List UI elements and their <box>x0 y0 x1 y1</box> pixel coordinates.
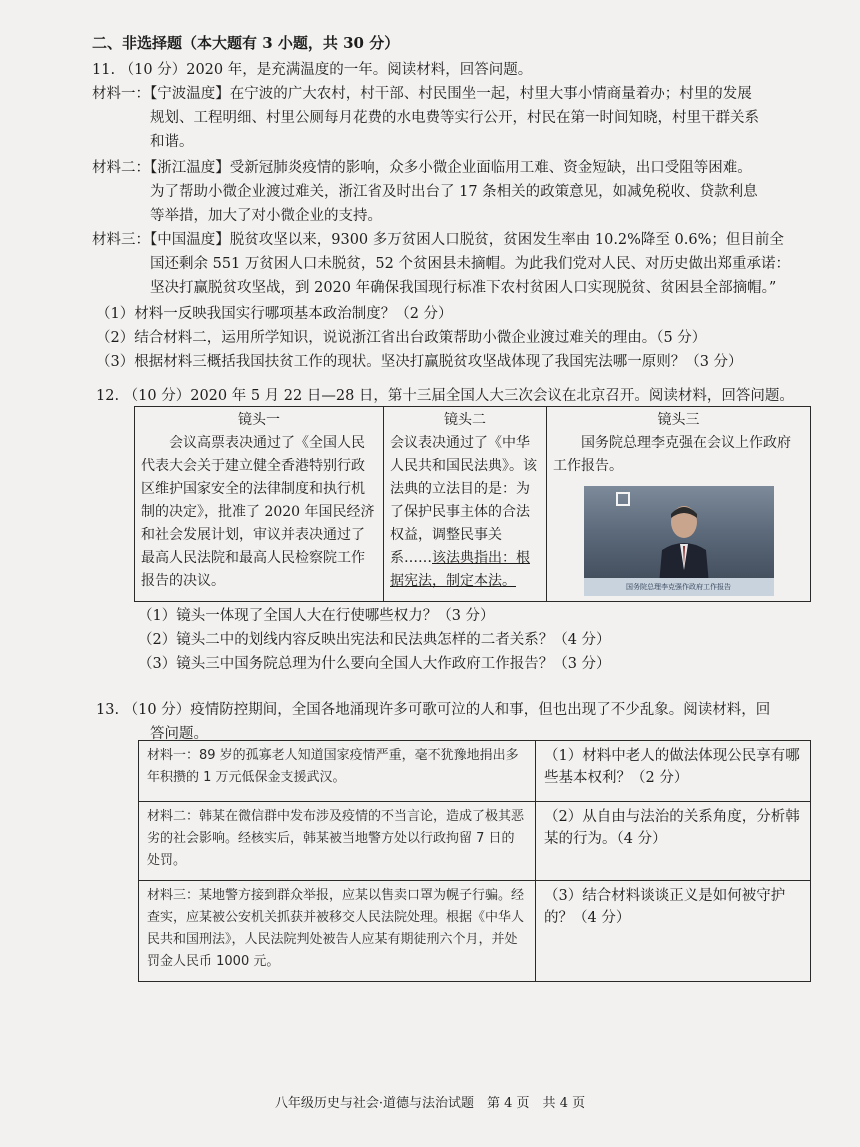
q11-material2-line3: 等举措，加大了对小微企业的支持。 <box>150 208 382 224</box>
q12-question1: （1）镜头一体现了全国人大在行使哪些权力？（3 分） <box>138 608 495 624</box>
q13-stem-line2: 答问题。 <box>150 726 208 742</box>
q13-row <box>139 881 811 982</box>
shot2-underlined-text: 该法典指出：根据宪法，制定本法。 <box>390 550 530 589</box>
shot3-text: 国务院总理李克强在会议上作政府工作报告。 <box>553 435 791 474</box>
tv-logo-icon <box>616 492 630 506</box>
q11-material3-line3: 坚决打赢脱贫攻坚战，到 2020 年确保我国现行标准下农村贫困人口实现脱贫、贫困县全部摘帽。” <box>150 280 777 296</box>
q13-question2: （2）从自由与法治的关系角度，分析韩某的行为。（4 分） <box>536 802 811 881</box>
photo-caption: 国务院总理李克强作政府工作报告 <box>584 578 774 596</box>
shot2-title: 镜头二 <box>444 412 486 428</box>
q13-materials-table <box>138 740 811 982</box>
q13-row <box>139 741 811 802</box>
q13-material2: 材料二：韩某在微信群中发布涉及疫情的不当言论，造成了极其恶劣的社会影响。经核实后，韩某被当地警方处以行政拘留 7 日的处罚。 <box>139 802 536 881</box>
q12-question2: （2）镜头二中的划线内容反映出宪法和民法典怎样的二者关系？（4 分） <box>138 632 611 648</box>
shot2-cell <box>384 407 547 602</box>
shot1-title: 镜头一 <box>238 412 280 428</box>
shot1-cell <box>135 407 384 602</box>
q12-question3: （3）镜头三中国务院总理为什么要向全国人大作政府工作报告？（3 分） <box>138 656 611 672</box>
q13-material3: 材料三：某地警方接到群众举报，应某以售卖口罩为幌子行骗。经查实，应某被公安机关抓获并被移交人民法院处理。根据《中华人民共和国刑法》，人民法院判处被告人应某有期徒刑六个月，并处罚金人民币 1000 元。 <box>139 881 536 982</box>
shot3-cell <box>547 407 811 602</box>
q13-material1: 材料一：89 岁的孤寡老人知道国家疫情严重，毫不犹豫地捐出多年积攒的 1 万元低保金支援武汉。 <box>139 741 536 802</box>
shot3-title: 镜头三 <box>657 412 700 428</box>
q11-material2-line1: 材料二：【浙江温度】受新冠肺炎疫情的影响，众多小微企业面临用工难、资金短缺，出口受阻等困难。 <box>92 160 752 176</box>
q11-material2-line2: 为了帮助小微企业渡过难关，浙江省及时出台了 17 条相关的政策意见，如减免税收、贷款利息 <box>150 184 758 200</box>
shot2-text: 会议表决通过了《中华人民共和国民法典》。该法典的立法目的是：为了保护民事主体的合法权益，调整民事关系…… <box>390 435 537 566</box>
q11-question2: （2）结合材料二，运用所学知识，说说浙江省出台政策帮助小微企业渡过难关的理由。（5 分） <box>96 330 707 346</box>
q11-material1-line3: 和谐。 <box>150 134 194 150</box>
premier-report-photo <box>584 486 774 596</box>
q13-stem-line1: 13. （10 分）疫情防控期间，全国各地涌现许多可歌可泣的人和事，但也出现了不少乱象。阅读材料，回 <box>96 702 771 718</box>
section-title: 二、非选择题（本大题有 3 小题，共 30 分） <box>92 34 400 52</box>
page-footer: 八年级历史与社会·道德与法治试题 第 4 页 共 4 页 <box>274 1096 586 1111</box>
q11-material1-line2: 规划、工程明细、村里公厕每月花费的水电费等实行公开，村民在第一时间知晓，村里干群关系 <box>150 110 759 126</box>
q12-stem: 12. （10 分）2020 年 5 月 22 日—28 日，第十三届全国人大三次会议在北京召开。阅读材料，回答问题。 <box>96 388 794 404</box>
q13-row <box>139 802 811 881</box>
q12-shots-table <box>134 406 811 602</box>
q13-question3: （3）结合材料谈谈正义是如何被守护的？（4 分） <box>536 881 811 982</box>
q11-material1-line1: 材料一：【宁波温度】在宁波的广大农村，村干部、村民围坐一起，村里大事小情商量着办；村里的发展 <box>92 86 752 102</box>
q13-question1: （1）材料中老人的做法体现公民享有哪些基本权利？（2 分） <box>536 741 811 802</box>
shot1-text: 会议高票表决通过了《全国人民代表大会关于建立健全香港特别行政区维护国家安全的法律制度和执行机制的决定》，批准了 2020 年国民经济和社会发展计划，审议并表决通过了最高人民法院和最高人民检察院工作报告的决议。 <box>141 435 375 589</box>
q11-material3-line1: 材料三：【中国温度】脱贫攻坚以来，9300 多万贫困人口脱贫，贫困发生率由 10.2%降至 0.6%；但目前全 <box>92 232 784 248</box>
q11-question3: （3）根据材料三概括我国扶贫工作的现状。坚决打赢脱贫攻坚战体现了我国宪法哪一原则？（3 分） <box>96 354 743 370</box>
q11-question1: （1）材料一反映我国实行哪项基本政治制度？（2 分） <box>96 306 453 322</box>
q11-material3-line2: 国还剩余 551 万贫困人口未脱贫，52 个贫困县未摘帽。为此我们党对人民、对历史做出郑重承诺： <box>150 256 790 272</box>
q11-stem: 11. （10 分）2020 年，是充满温度的一年。阅读材料，回答问题。 <box>92 62 533 78</box>
